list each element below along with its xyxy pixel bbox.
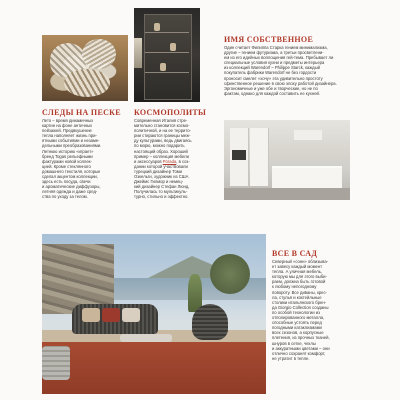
text-line: сделал акцентом коллекции, — [42, 174, 98, 180]
text-line: цией. Кроме стеклянного — [42, 163, 91, 169]
text-line: домашнего текстиля, которые — [42, 168, 101, 174]
text-line: ла, стулья и коктейльные — [272, 294, 322, 300]
cabinet-frame — [144, 14, 192, 100]
text-line: Джеймс Гилмор и немец- — [134, 179, 184, 185]
text-line: специальные условия кухни и предметы интерьера — [224, 60, 325, 66]
text-line: Северный «сонн» облизыва- — [272, 259, 329, 264]
ceramic-vessels-photo — [42, 35, 128, 101]
section-body-own-name — [224, 45, 354, 96]
text-line: Получилась то мультикуль- — [134, 189, 188, 195]
section-heading-own-name: ИМЯ СОБСТВЕННОЕ — [224, 35, 314, 44]
text-line: Озкельги, художник из США — [134, 174, 189, 180]
oven-shape — [232, 150, 246, 160]
text-line: Один считает Филиппа Старка гением минимализма, — [224, 45, 328, 50]
section-body-cosmopolites — [134, 118, 218, 200]
kitchen-floor — [224, 188, 350, 200]
text-line: летняя одежда и даже сред- — [42, 189, 98, 195]
text-line: тепла. А уличная мебель, — [272, 269, 323, 275]
terrace-photo — [42, 234, 266, 394]
woven-stool — [42, 346, 70, 380]
red-rug — [42, 342, 266, 394]
text-line: да Giorgio Collection созданы — [272, 304, 329, 310]
section-body-garden — [272, 259, 356, 361]
text-line: фактурами новой коллек- — [42, 158, 92, 164]
text-line: турецкий дизайнер Томи — [134, 168, 183, 174]
lounge-chair — [192, 304, 228, 340]
text-line: пример – коллекция мебели — [134, 153, 189, 159]
text-line: другие – гением футуризма, а третьи просветлени- — [224, 50, 324, 56]
text-line: турно, стильно и эффектно. — [134, 194, 189, 200]
text-line: ятными событиями и незаме- — [42, 138, 100, 144]
text-line: Эргономичные и уже обе и творческие, но не по — [224, 85, 318, 91]
text-line: настоящий образ. Хороший — [134, 148, 188, 154]
cabinet-shelf — [145, 52, 189, 53]
text-line: к любому непогодному — [272, 284, 317, 290]
text-line: и аккуратными цветами – они — [272, 345, 330, 351]
brand-link[interactable]: Porada — [162, 158, 177, 164]
cushion — [122, 308, 140, 322]
vessel-shape — [64, 69, 110, 97]
coffee-table — [120, 334, 172, 342]
text-line: которую мы для этого выби- — [272, 274, 327, 280]
text-line: по особой технологии из — [272, 309, 320, 315]
text-line: сфинственное решение в свою эпоху работой дизайнера. — [224, 80, 337, 86]
text-line: всех сезонов, а корпусные — [272, 330, 324, 336]
text-line: и аксессуаров Porada, в соз- — [134, 158, 190, 164]
text-line: здесь есть посуда, свечи — [42, 179, 91, 185]
section-heading-cosmopolites: КОСМОПОЛИТЫ — [134, 108, 207, 117]
text-line: дании которой участвовали — [134, 163, 188, 169]
cushion — [102, 308, 120, 322]
text-line: не утратит в тепле. — [272, 355, 310, 361]
cabinet-object — [154, 23, 160, 31]
text-line: Летнюю историю «играет» — [42, 148, 94, 154]
text-line: рии стираются границы меж- — [134, 133, 191, 139]
text-line: и ароматические диффузоры, — [42, 184, 101, 190]
text-line: проносит смелет «хочу» эта удивительно простоту — [224, 75, 323, 81]
text-line: погодными катаклизмами — [272, 325, 322, 331]
cabinet-shelf — [145, 72, 189, 73]
text-line: Лето – время динамичных — [42, 118, 94, 123]
kitchen-photo — [224, 120, 350, 200]
text-line: дельными преобразованиями. — [42, 143, 102, 149]
text-line: ду культурами, ведь двигаясь — [134, 138, 192, 144]
text-line: ет завесу каждый момент — [272, 264, 323, 270]
text-line: шнуров в сетке, чехлы — [272, 340, 316, 346]
tall-cabinet — [250, 128, 269, 186]
text-line: по морю, можно подарить — [134, 143, 185, 149]
text-line: фактам, однако для каждой составить ее кухней. — [224, 90, 321, 96]
text-line: ства по уходу за телом. — [42, 194, 88, 200]
section-body-sand — [42, 118, 128, 200]
text-line: раем, должна быть готовой — [272, 279, 326, 285]
text-line: способные устоять перед — [272, 320, 322, 326]
text-line: пейзажей. Предвкушение — [42, 128, 92, 134]
text-line: мительно становится космо- — [134, 123, 190, 129]
text-line: из коллекций Warendorf – Philippe Starck, каждый — [224, 65, 320, 71]
tree-shape — [210, 254, 250, 294]
cabinet-shelf — [145, 32, 189, 33]
text-line: повороту. Все диваны, крес- — [272, 289, 327, 295]
text-line: столики итальянского брен- — [272, 299, 327, 305]
text-line: плетения, из прочных тканей, — [272, 335, 330, 341]
floor-lamp-shape — [134, 38, 142, 68]
text-line: кий дизайнер Стефан Люнд. — [134, 184, 190, 190]
display-cabinet-photo — [134, 8, 200, 102]
text-line: Современная Италия стре- — [134, 118, 188, 123]
text-line: тепла наполняет жизнь при- — [42, 133, 97, 139]
text-line: ем из его идейных воплощения гей-тема. Пребывает ли — [224, 55, 334, 61]
text-line: картин на фоне античных — [42, 123, 93, 129]
kitchen-island — [272, 166, 342, 190]
cushion — [82, 308, 100, 322]
hood-shape — [294, 130, 322, 140]
text-line: отлично сохранят комфорт, — [272, 350, 326, 356]
section-heading-sand: СЛЕДЫ НА ПЕСКЕ — [42, 108, 121, 117]
cabinet-object — [170, 43, 176, 51]
text-line: бренд Togas рельефными — [42, 153, 93, 159]
text-line: политичной, и на ее террито- — [134, 128, 191, 134]
section-heading-garden: ВСЕ В САД — [272, 249, 318, 258]
text-line: отполированного металла, — [272, 315, 325, 321]
vessel-shape — [82, 39, 116, 69]
cabinet-object — [160, 63, 166, 71]
text-line: покупатель фабрики Warendorf не без гордости — [224, 70, 317, 76]
